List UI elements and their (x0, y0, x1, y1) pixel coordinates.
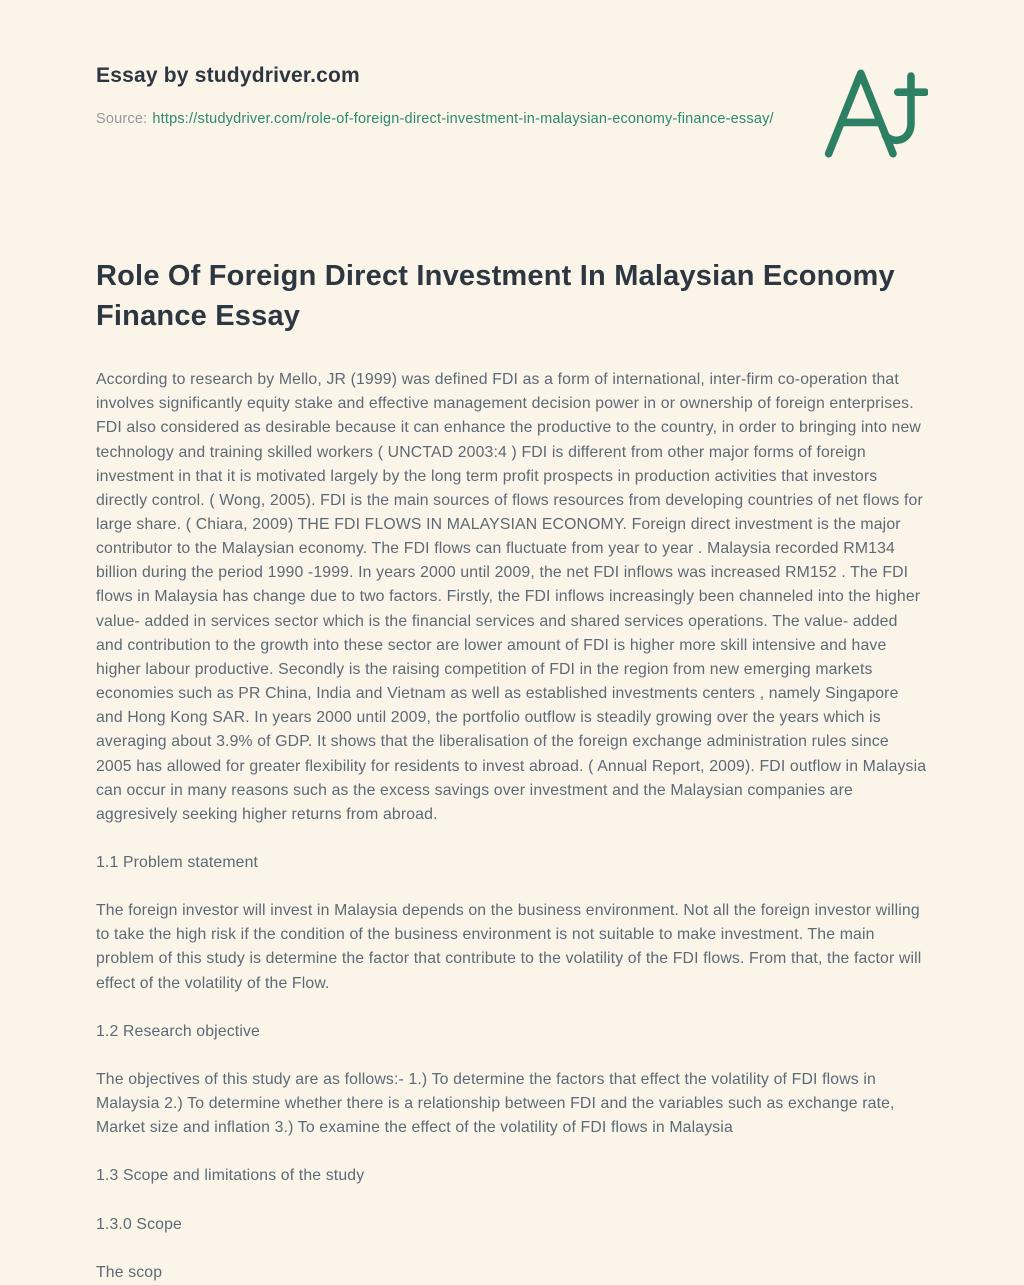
section-heading-scope: 1.3.0 Scope (96, 1215, 182, 1233)
essay-title: Role Of Foreign Direct Investment In Malaysian Economy Finance Essay (96, 260, 895, 333)
header-text-block (96, 64, 774, 131)
source-url-link[interactable]: https://studydriver.com/role-of-foreign-direct-investment-in-malaysian-economy-finance-essay/ (152, 111, 774, 127)
section-heading-problem-statement: 1.1 Problem statement (96, 854, 259, 871)
essay-paragraph-research-objective: The objectives of this study are as follows:- 1.) To determine the factors that effect the volatility of FDI flows in Malaysia 2.) To determine whether there is a relationship between FDI and the variables such as exchange rate, Market size and inflation 3.) To examine the effect of the volatility of FDI flows in Malaysia (96, 1070, 895, 1137)
header (96, 64, 928, 160)
section-heading-research-objective: 1.2 Research objective (96, 1022, 260, 1040)
source-label: Source: (96, 111, 148, 127)
essay-paragraph-intro: According to research by Mello, JR (1999) was defined FDI as a form of international, inter-firm co-operation that involves significantly equity stake and effective management decision power in or ownership of foreign enterprises. FDI also considered as desirable because it can enhance the productive to the country, in order to bringing into new technology and training skilled workers ( UNCTAD 2003:4 ) FDI is different from other major forms of foreign investment in that it is motivated largely by the long term profit prospects in production activities that investors directly control. ( Wong, 2005). FDI is the main sources of flows resources from developing countries of net flows for large share. ( Chiara, 2009) THE FDI FLOWS IN MALAYSIAN ECONOMY. Foreign direct investment is the major contributor to the Malaysian economy. The FDI flows can fluctuate from year to year . Malaysia recorded RM134 billion during the period 1990 -1999. In years 2000 until 2009, the net FDI inflows was increased RM152 . The FDI flows in Malaysia has change due to two factors. Firstly, the FDI inflows increasingly been channeled into the higher value- added in services sector which is the financial services and shared services operations. The value- added and contribution to the growth into these sector are lower amount of FDI is higher more skill intensive and have higher labour productive. Secondly is the raising competition of FDI in the region from new emerging markets economies such as PR China, India and Vietnam as well as established investments centers , namely Singapore and Hong Kong SAR. In years 2000 until 2009, the portfolio outflow is steadily growing over the years which is averaging about 3.9% of GDP. It shows that the liberalisation of the foreign exchange administration rules since 2005 has allowed for greater flexibility for residents to invest abroad. ( Annual Report, 2009). FDI outflow in Malaysia can occur in many reasons such as the excess savings over investment and the Malaysian companies are aggresively seeking higher returns from abroad. (96, 371, 927, 823)
studydriver-logo-icon (822, 66, 928, 160)
essay-article (96, 256, 928, 1285)
essay-paragraph-scope-truncated: The scop (96, 1263, 163, 1281)
section-heading-scope-limitations: 1.3 Scope and limitations of the study (96, 1167, 365, 1185)
source-line (96, 108, 774, 131)
essay-paragraph-problem-statement: The foreign investor will invest in Malaysia depends on the business environment. Not all the foreign investor willing to take the high risk if the condition of the business environment is not suitable to make investment. The main problem of this study is determine the factor that contribute to the volatility of the FDI flows. From that, the factor will effect of the volatility of the Flow. (96, 902, 922, 992)
page-title: Essay by studydriver.com (96, 64, 360, 87)
